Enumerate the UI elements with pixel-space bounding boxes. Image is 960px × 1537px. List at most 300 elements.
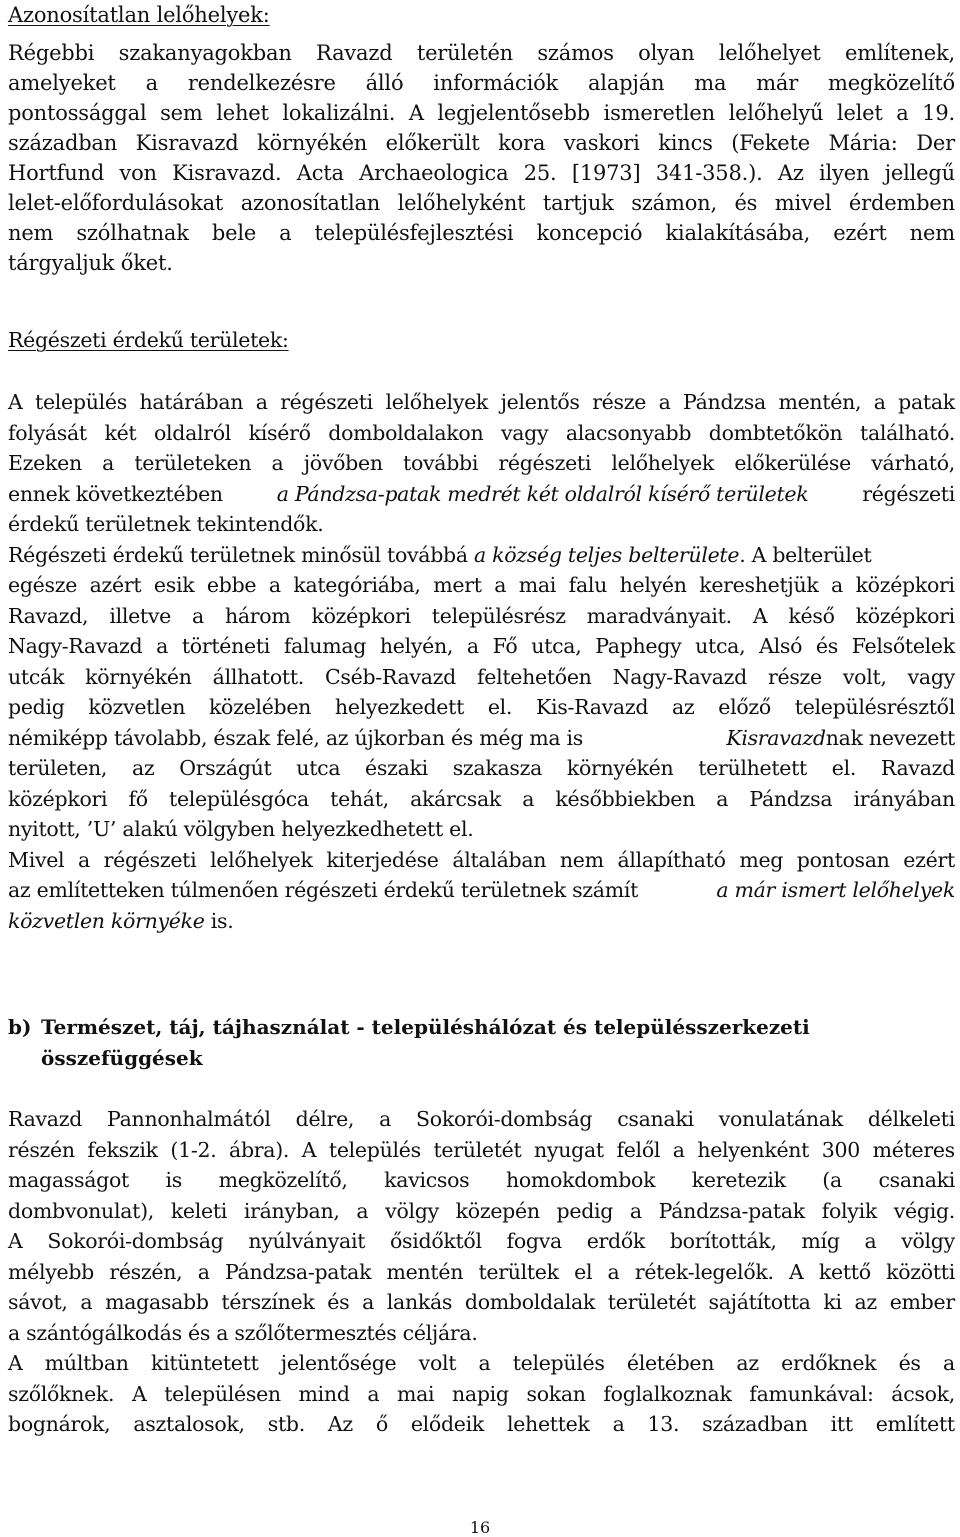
word: környékén xyxy=(257,131,368,155)
word: dombvonulat), xyxy=(8,1198,154,1223)
word: volt, xyxy=(842,664,887,689)
text-run xyxy=(726,723,955,754)
text-line xyxy=(8,448,955,479)
word: állhatott. xyxy=(212,664,304,689)
word: bele xyxy=(211,221,257,245)
text-run: némiképp távolabb, észak felé, az újkorban és még ma is xyxy=(8,725,583,750)
text-line xyxy=(8,784,955,815)
word: Ravazd xyxy=(8,1107,83,1131)
word: Kisravazd xyxy=(135,131,239,155)
word: Pándzsa-patak xyxy=(224,1259,372,1284)
word: utca, xyxy=(531,634,582,658)
text-line xyxy=(8,158,955,188)
word: A xyxy=(8,1351,23,1375)
text-line xyxy=(8,875,955,906)
word: utca, xyxy=(695,634,746,658)
word: Archaeologica xyxy=(359,161,509,185)
word: és xyxy=(734,191,758,215)
word: későbbiekben xyxy=(555,786,696,811)
word: kereshetjük xyxy=(699,573,819,597)
word: el xyxy=(574,1259,593,1284)
word: térszínek xyxy=(221,1290,315,1314)
word: falu xyxy=(568,573,608,597)
word: A xyxy=(789,1259,804,1284)
word: Felsőtelek xyxy=(851,634,955,658)
word: területét xyxy=(433,1137,522,1162)
word: a xyxy=(197,1259,210,1284)
word: településrésztől xyxy=(794,695,955,719)
word: Mária: xyxy=(828,131,898,155)
word: álló xyxy=(365,71,404,95)
word: magasságot xyxy=(8,1168,129,1192)
word: környékén xyxy=(85,664,192,689)
word: 300 xyxy=(821,1137,860,1162)
word: Ravazd xyxy=(880,756,955,780)
word: rendelkezésre xyxy=(187,71,336,95)
word: sokan xyxy=(526,1381,586,1406)
text-line xyxy=(8,845,955,876)
text-run: az említetteken túlmenően régészeti érdekű területnek számít xyxy=(8,878,639,902)
text-run: Régészeti érdekű területnek minősül továbbá xyxy=(8,542,468,567)
word: kora xyxy=(498,131,546,155)
word: településen xyxy=(164,1381,281,1406)
word: pontossággal xyxy=(8,101,147,125)
word: helyenként xyxy=(697,1137,810,1162)
word: völgy xyxy=(901,1229,955,1253)
word: részén xyxy=(8,1137,75,1162)
text-run: is. xyxy=(204,908,234,933)
text-line xyxy=(8,723,955,754)
word: a xyxy=(522,786,535,811)
word: tartjuk xyxy=(542,191,614,215)
word: a xyxy=(78,847,90,872)
word: alapján xyxy=(587,71,665,95)
word: Mivel xyxy=(8,847,65,872)
word: században xyxy=(702,1412,808,1436)
word: magasabb xyxy=(105,1290,209,1314)
word: ezért xyxy=(903,847,955,872)
word: már xyxy=(756,71,799,95)
text-line xyxy=(8,479,955,510)
word: a xyxy=(672,1137,685,1162)
text-line xyxy=(8,662,955,693)
paragraph-termeszet xyxy=(8,1104,955,1440)
word: nyugat xyxy=(534,1137,604,1162)
text-line xyxy=(8,128,955,158)
word: délkeleti xyxy=(867,1107,955,1131)
word: (a xyxy=(822,1168,842,1192)
word: a xyxy=(629,1198,642,1223)
word: középkori xyxy=(855,603,955,628)
word: kincs xyxy=(658,131,713,155)
word: Ravazd, xyxy=(8,603,89,628)
word: el. xyxy=(487,695,513,719)
word: információk xyxy=(433,71,559,95)
word: A xyxy=(752,603,768,628)
word: Ezeken xyxy=(8,451,82,475)
word: erdők xyxy=(586,1229,646,1253)
word: Pándzsa-patak xyxy=(658,1198,805,1223)
text-line xyxy=(8,1165,955,1196)
section-b-heading xyxy=(8,1012,955,1074)
word: mind xyxy=(298,1381,350,1406)
word: feltehetően xyxy=(476,664,592,689)
word: területét xyxy=(607,1290,696,1314)
word: jelentősége xyxy=(280,1351,397,1375)
word: ki xyxy=(823,1290,842,1314)
word: a xyxy=(658,390,671,414)
word: utca xyxy=(296,756,341,780)
word: a xyxy=(156,634,169,658)
word: A xyxy=(408,101,424,125)
word: általában xyxy=(452,847,547,872)
word: Kisravazd. xyxy=(172,161,282,185)
word: a xyxy=(494,573,507,597)
word: asztalosok, xyxy=(133,1412,245,1436)
word: Fő xyxy=(492,634,518,658)
word: pontosan xyxy=(796,847,890,872)
page-number: 16 xyxy=(469,1518,491,1537)
word: 13. xyxy=(647,1412,680,1436)
word: ma xyxy=(694,71,727,95)
word: homokdombok xyxy=(505,1168,656,1192)
text-line xyxy=(8,418,955,449)
word: tehát, xyxy=(330,786,389,811)
word: helyén, xyxy=(379,634,454,658)
word: el. xyxy=(831,756,857,780)
word: a xyxy=(362,1290,375,1314)
text-line xyxy=(8,1226,955,1257)
word: a xyxy=(379,1107,392,1131)
word: és xyxy=(815,634,838,658)
word: számos xyxy=(537,41,614,65)
word: a xyxy=(466,634,479,658)
word: csanaki xyxy=(878,1168,955,1192)
word: nem xyxy=(559,847,604,872)
word: stb. xyxy=(267,1412,305,1436)
word: Pannonhalmától xyxy=(107,1107,271,1131)
text-line xyxy=(8,1196,955,1227)
word: mélyebb xyxy=(8,1259,94,1284)
word: ő xyxy=(375,1412,388,1436)
text-line xyxy=(8,601,955,632)
word: lehettek xyxy=(506,1412,590,1436)
word: a xyxy=(478,1351,491,1375)
text-line xyxy=(8,1409,955,1440)
word: vaskori xyxy=(563,131,640,155)
word: mai xyxy=(518,573,557,597)
word: 25. xyxy=(523,161,557,185)
word: míg xyxy=(801,1229,840,1253)
word: pedig xyxy=(556,1198,614,1223)
text-line xyxy=(8,188,955,218)
word: előkerülése xyxy=(734,451,851,475)
word: esik xyxy=(153,573,195,597)
text-line xyxy=(8,753,955,784)
word: szőlőknek. xyxy=(8,1381,115,1406)
text-line xyxy=(8,38,955,68)
word: érdemben xyxy=(848,191,955,215)
word: településrész xyxy=(431,603,566,628)
word: ebbe xyxy=(206,573,257,597)
word: ácsok, xyxy=(891,1381,955,1406)
text-run: . A belterület xyxy=(739,542,872,567)
word: irányában xyxy=(853,786,955,811)
word: végig. xyxy=(893,1198,955,1223)
word: akárcsak xyxy=(410,786,502,811)
word: nyúlványait xyxy=(248,1229,366,1253)
word: elődeik xyxy=(410,1412,485,1436)
word: említett xyxy=(875,1412,955,1436)
word: Nagy-Ravazd xyxy=(612,664,747,689)
word: kavicsos xyxy=(384,1168,470,1192)
word: lelőhelyek xyxy=(611,451,715,475)
word: században xyxy=(8,131,118,155)
word: lelet-előfordulásokat xyxy=(8,191,224,215)
text-run: ennek következtében xyxy=(8,481,223,506)
word: fő xyxy=(128,786,148,811)
word: az xyxy=(736,1351,759,1375)
word: részén, xyxy=(109,1259,183,1284)
word: közvetlen xyxy=(88,695,186,719)
word: fekszik xyxy=(87,1137,158,1162)
text-line xyxy=(8,1287,955,1318)
italic-text: a Pándzsa-patak medrét két oldalról kísérő területek xyxy=(276,481,809,506)
word: volt xyxy=(418,1351,457,1375)
word: erdőknek xyxy=(781,1351,877,1375)
word: vagy xyxy=(907,664,955,689)
word: késő xyxy=(788,603,835,628)
word: a xyxy=(367,1381,380,1406)
word: területeken xyxy=(134,451,252,475)
word: a xyxy=(716,786,729,811)
word: foglalkoznak xyxy=(603,1381,732,1406)
word: előző xyxy=(718,695,771,719)
text-line xyxy=(8,387,955,418)
word: közötti xyxy=(886,1259,955,1284)
word: amelyeket xyxy=(8,71,116,95)
word: meg xyxy=(739,847,784,872)
heading-row xyxy=(8,1012,955,1043)
word: környékén xyxy=(566,756,674,780)
word: ábra). xyxy=(229,1137,290,1162)
word: középkori xyxy=(8,786,108,811)
word: jövőben xyxy=(303,451,383,475)
word: megközelítő, xyxy=(218,1168,348,1192)
word: várható, xyxy=(871,451,955,475)
word: oldalról xyxy=(153,420,232,445)
word: nem xyxy=(8,221,54,245)
word: település xyxy=(512,1351,605,1375)
word: keleti xyxy=(170,1198,228,1223)
word: állapítható xyxy=(617,847,726,872)
text-line: a szántógálkodás és a szőlőtermesztés céljára. xyxy=(8,1320,478,1345)
word: régészeti xyxy=(103,847,197,872)
word: három xyxy=(224,603,291,628)
word: utcák xyxy=(8,664,65,689)
word: ősidőktől xyxy=(389,1229,482,1253)
text-line xyxy=(8,1379,955,1410)
text-line xyxy=(8,631,955,662)
word: Paphegy xyxy=(595,634,682,658)
word: A xyxy=(301,1137,317,1162)
word: a xyxy=(192,603,204,628)
word: [1973] xyxy=(571,161,641,185)
word: felől xyxy=(616,1137,661,1162)
word: fogva xyxy=(506,1229,562,1253)
text-line xyxy=(8,1135,955,1166)
word: kettő xyxy=(818,1259,871,1284)
word: folyik xyxy=(821,1198,877,1223)
word: szólhatnak xyxy=(76,221,189,245)
word: része xyxy=(767,664,822,689)
word: Kis-Ravazd xyxy=(535,695,649,719)
word: lelőhelyek xyxy=(385,390,489,414)
word: és xyxy=(898,1351,921,1375)
text-line xyxy=(8,1348,955,1379)
word: famunkával: xyxy=(749,1381,874,1406)
word: azonosítatlan xyxy=(240,191,381,215)
text-line xyxy=(8,218,955,248)
word: lokalizálni. xyxy=(282,101,396,125)
word: a xyxy=(268,573,281,597)
word: közepén xyxy=(455,1198,540,1223)
word: régészeti xyxy=(498,451,592,475)
text-line: érdekű területnek tekintendők. xyxy=(8,512,324,536)
word: délre, xyxy=(295,1107,355,1131)
word: a xyxy=(864,1229,877,1253)
word: jellegű xyxy=(884,161,955,185)
word: itt xyxy=(830,1412,853,1436)
word: a xyxy=(612,1412,625,1436)
word: és xyxy=(327,1290,350,1314)
word: előkerült xyxy=(385,131,480,155)
word: a xyxy=(831,573,843,597)
word: Alsó xyxy=(759,634,803,658)
word: azért xyxy=(89,573,142,597)
word: helyezkedett xyxy=(334,695,465,719)
word: a xyxy=(607,1259,620,1284)
word: (Fekete xyxy=(731,131,810,155)
word: mivel xyxy=(774,191,832,215)
word: a xyxy=(145,71,158,95)
word: település xyxy=(35,390,127,414)
word: említenek, xyxy=(845,41,955,65)
word: keretezik xyxy=(691,1168,786,1192)
word: folyását xyxy=(8,420,87,445)
word: von xyxy=(119,161,157,185)
word: lelőhelyként xyxy=(397,191,526,215)
word: is xyxy=(165,1168,183,1192)
word: domboldalak xyxy=(464,1290,596,1314)
word: a xyxy=(896,101,909,125)
word: helyén xyxy=(619,573,687,597)
word: illetve xyxy=(109,603,171,628)
word: határában xyxy=(139,390,244,414)
word: vagy xyxy=(500,420,549,445)
word: része xyxy=(592,390,647,414)
word: vonulatának xyxy=(718,1107,843,1131)
text-run: régészeti xyxy=(862,481,955,506)
word: településfejlesztési xyxy=(314,221,514,245)
word: középkori xyxy=(311,603,411,628)
word: mentén, xyxy=(778,390,862,414)
word: megközelítő xyxy=(827,71,955,95)
word: mert xyxy=(433,573,482,597)
word: napig xyxy=(452,1381,509,1406)
word: a xyxy=(356,1198,369,1223)
italic-text: Kisravazd xyxy=(726,725,826,750)
word: a xyxy=(255,390,268,414)
text-run: nak nevezett xyxy=(825,725,955,750)
word: közelében xyxy=(208,695,312,719)
word: kategóriába, xyxy=(293,573,421,597)
word: ismeretlen xyxy=(603,101,715,125)
word: legjelentősebb xyxy=(437,101,590,125)
word: 341-358.). xyxy=(655,161,763,185)
word: jelentős xyxy=(500,390,580,414)
paragraph-azonositatlan xyxy=(8,38,955,278)
word: a xyxy=(942,1351,955,1375)
word: lankás xyxy=(386,1290,453,1314)
word: két xyxy=(104,420,137,445)
word: Pándzsa xyxy=(749,786,833,811)
heading-text: Természet, táj, tájhasználat - településhálózat és településszerkezeti xyxy=(41,1015,810,1039)
word: A xyxy=(8,1229,23,1253)
word: Ravazd xyxy=(315,41,393,65)
word: lelet xyxy=(836,101,883,125)
word: szakanyagokban xyxy=(118,41,292,65)
word: A xyxy=(8,390,23,414)
word: északi xyxy=(365,756,428,780)
word: a xyxy=(271,451,284,475)
word: méteres xyxy=(872,1137,955,1162)
section-regeszeti xyxy=(8,325,955,356)
word: ilyen xyxy=(819,161,870,185)
word: múltban xyxy=(44,1351,129,1375)
word: középkori xyxy=(855,573,955,597)
word: egésze xyxy=(8,573,78,597)
word: kiterjedése xyxy=(326,847,439,872)
text-line xyxy=(8,98,955,128)
paragraph-regeszeti xyxy=(8,387,955,936)
word: az xyxy=(672,695,695,719)
word: történeti xyxy=(181,634,271,658)
word: további xyxy=(403,451,479,475)
word: lehet xyxy=(216,101,269,125)
word: dombtetőkön xyxy=(708,420,843,445)
word: alacsonyabb xyxy=(565,420,692,445)
word: a xyxy=(80,1290,93,1314)
italic-text: a község teljes belterülete xyxy=(474,542,740,567)
word: Sokorói-dombság xyxy=(416,1107,593,1131)
word: életében xyxy=(626,1351,715,1375)
word: 19. xyxy=(922,101,955,125)
word: a xyxy=(279,221,292,245)
word: (1-2. xyxy=(170,1137,217,1162)
word: kialakításába, xyxy=(665,221,811,245)
word: Cséb-Ravazd xyxy=(325,664,456,689)
word: település xyxy=(328,1137,421,1162)
word: bognárok, xyxy=(8,1412,111,1436)
text-line: nyitott, ’U’ alakú völgyben helyezkedhetett el. xyxy=(8,817,474,841)
word: terültek xyxy=(478,1259,559,1284)
text-line xyxy=(8,692,955,723)
word: lelőhelyek xyxy=(210,847,313,872)
word: csanaki xyxy=(617,1107,694,1131)
section-heading: Azonosítatlan lelőhelyek: xyxy=(8,3,270,27)
word: pedig xyxy=(8,695,65,719)
